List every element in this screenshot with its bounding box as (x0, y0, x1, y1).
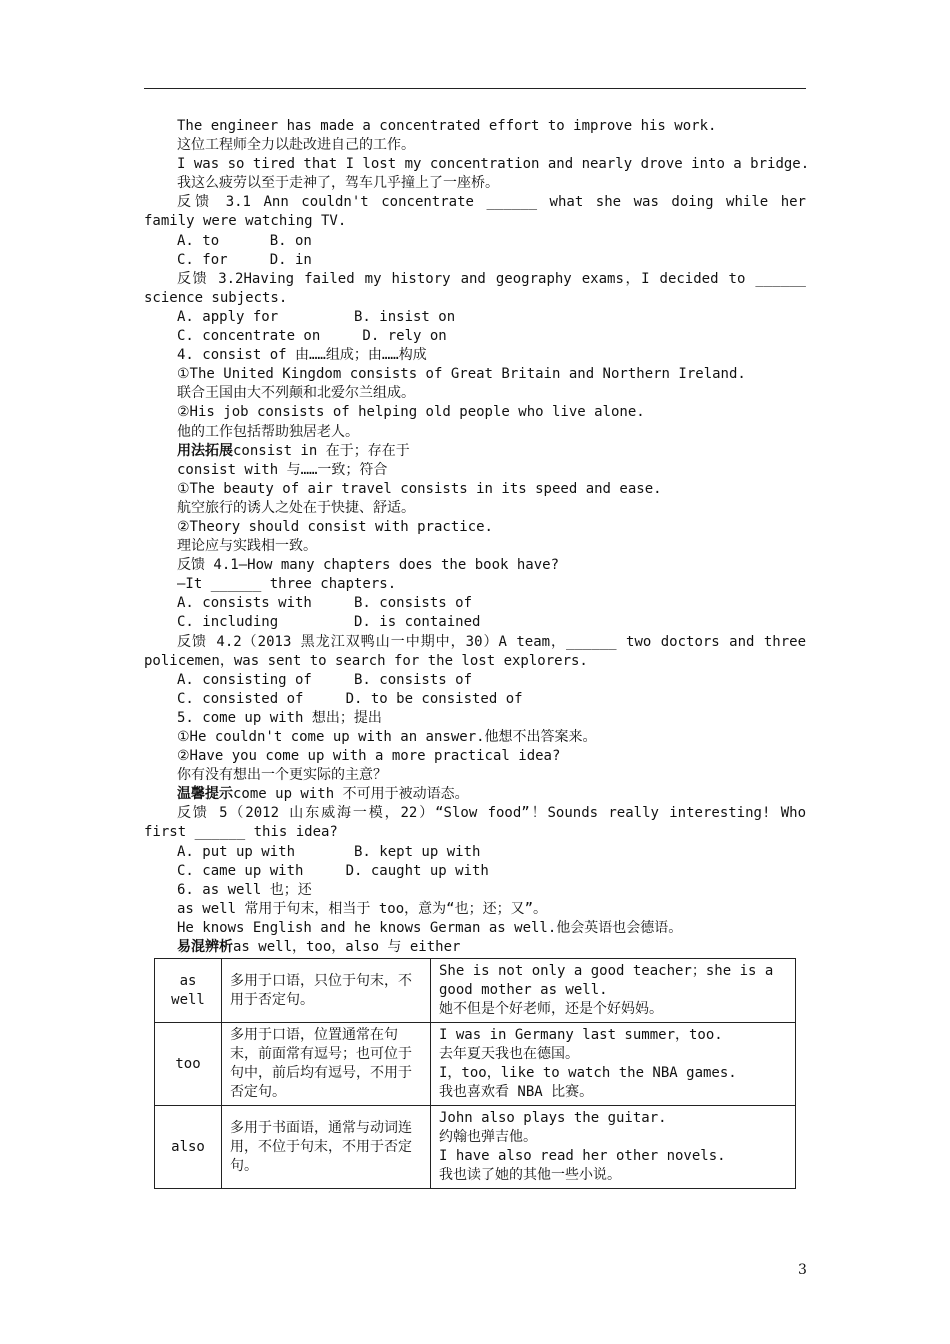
text-line (144, 843, 806, 862)
text-line (144, 403, 806, 422)
text-line (144, 117, 806, 136)
examples-cell (431, 1106, 796, 1189)
text-line (144, 900, 806, 919)
text-line (144, 575, 806, 594)
line-text: 5. come up with 想出；提出 (177, 709, 382, 726)
line-text: —It ______ three chapters. (177, 576, 397, 593)
text-line (144, 804, 806, 823)
comparison-table (154, 958, 796, 1189)
section-label: 温馨提示 (177, 786, 233, 803)
example-sentence: She is not only a good teacher；she is a good mother as well. (439, 963, 774, 998)
line-text: C. consisted of D. to be consisted of (177, 690, 523, 707)
document-body (144, 117, 810, 957)
line-text: I was so tired that I lost my concentration and nearly drove into a bridge. (177, 156, 810, 173)
text-line (144, 365, 806, 384)
text-line (144, 709, 806, 728)
text-line (144, 461, 806, 480)
line-text: 反馈 3.2Having failed my history and geography exams，I decided to ______ (177, 270, 806, 287)
section-label: 易混辨析 (177, 939, 233, 956)
line-text: 理论应与实践相一致。 (177, 538, 317, 555)
word-cell: too (155, 1023, 222, 1106)
line-text: policemen，was sent to search for the lost explorers. (144, 652, 588, 669)
example-sentence: 我也喜欢看 NBA 比赛。 (439, 1084, 594, 1100)
text-line (144, 155, 810, 174)
example-sentence: I，too，like to watch the NBA games. (439, 1065, 737, 1081)
text-line (144, 671, 806, 690)
usage-cell: 多用于书面语，通常与动词连用，不位于句末，不用于否定句。 (222, 1106, 431, 1189)
text-line (144, 594, 806, 613)
line-text: C. concentrate on D. rely on (177, 328, 447, 345)
line-text: He knows English and he knows German as well.他会英语也会德语。 (177, 919, 683, 936)
word-cell: as well (155, 959, 222, 1023)
line-text: 航空旅行的诱人之处在于快捷、舒适。 (177, 499, 415, 516)
text-line (144, 384, 806, 403)
line-text: 反馈 4.1—How many chapters does the book have? (177, 557, 560, 574)
text-line (144, 346, 806, 365)
section-label: 用法拓展 (177, 442, 233, 459)
text-line (144, 823, 806, 842)
text-line (144, 212, 806, 231)
example-sentence: John also plays the guitar. (439, 1110, 667, 1126)
text-line (144, 862, 806, 881)
text-line (144, 938, 806, 957)
text-line (144, 136, 806, 155)
line-text: ①The United Kingdom consists of Great Britain and Northern Ireland. (177, 366, 746, 383)
header-rule (144, 88, 806, 89)
text-line (144, 556, 806, 575)
line-text: come up with 不可用于被动语态。 (233, 786, 469, 803)
table-row (155, 1023, 796, 1106)
text-line (144, 633, 806, 652)
text-line (144, 518, 806, 537)
line-text: A. to B. on (177, 232, 312, 249)
text-line (144, 690, 806, 709)
example-sentence: 约翰也弹吉他。 (439, 1129, 537, 1145)
line-text: 这位工程师全力以赴改进自己的工作。 (177, 137, 415, 154)
text-line (144, 251, 806, 270)
text-line (144, 728, 806, 747)
text-line (144, 270, 806, 289)
line-text: as well，too，also 与 either (233, 939, 461, 956)
line-text: A. apply for B. insist on (177, 308, 456, 325)
text-line (144, 423, 806, 442)
line-text: 6. as well 也；还 (177, 881, 312, 898)
example-sentence: I was in Germany last summer，too. (439, 1027, 723, 1043)
example-sentence: 去年夏天我也在德国。 (439, 1046, 579, 1062)
line-text: 反馈 4.2（2013 黑龙江双鸭山一中期中，30）A team，______ two doctors and three (177, 633, 806, 650)
text-line (144, 289, 806, 308)
line-text: A. consists with B. consists of (177, 595, 473, 612)
examples-cell (431, 1023, 796, 1106)
usage-cell: 多用于口语，位置通常在句末，前面常有逗号；也可位于句中，前后均有逗号，不用于否定句。 (222, 1023, 431, 1106)
line-text: 联合王国由大不列颠和北爱尔兰组成。 (177, 385, 415, 402)
line-text: C. including D. is contained (177, 614, 481, 631)
text-line (144, 308, 806, 327)
line-text: The engineer has made a concentrated effort to improve his work. (177, 118, 717, 134)
line-text: A. put up with B. kept up with (177, 843, 481, 860)
line-text: 反馈 3.1 Ann couldn't concentrate ______ what she was doing while her (177, 194, 806, 211)
line-text: family were watching TV. (144, 213, 347, 230)
text-line (144, 919, 806, 938)
text-line (144, 766, 806, 785)
line-text: 你有没有想出一个更实际的主意？ (177, 767, 387, 784)
example-sentence: 我也读了她的其他一些小说。 (439, 1167, 621, 1183)
line-text: ②His job consists of helping old people who live alone. (177, 404, 645, 421)
line-text: 反馈 5（2012 山东威海一模，22）“Slow food”！Sounds really interesting! Who (177, 805, 806, 822)
line-text: as well 常用于句末，相当于 too，意为“也；还；又”。 (177, 900, 548, 917)
text-line (144, 537, 806, 556)
table-row (155, 959, 796, 1023)
line-text: ②Theory should consist with practice. (177, 518, 493, 535)
example-sentence: 她不但是个好老师，还是个好妈妈。 (439, 1001, 663, 1017)
text-line (144, 881, 806, 900)
text-line (144, 652, 806, 671)
line-text: C. for D. in (177, 251, 312, 268)
line-text: ②Have you come up with a more practical idea? (177, 748, 561, 765)
line-text: first ______ this idea? (144, 824, 338, 841)
text-line (144, 613, 806, 632)
text-line (144, 480, 806, 499)
text-line (144, 232, 806, 251)
line-text: 4. consist of 由……组成；由……构成 (177, 347, 427, 364)
examples-cell (431, 959, 796, 1023)
page-number: 3 (798, 1262, 807, 1278)
line-text: consist with 与……一致；符合 (177, 461, 388, 478)
text-line (144, 327, 806, 346)
text-line (144, 193, 806, 212)
line-text: A. consisting of B. consists of (177, 671, 473, 688)
line-text: ①He couldn't come up with an answer.他想不出答案来。 (177, 729, 597, 745)
line-text: science subjects. (144, 289, 288, 306)
line-text: 我这么疲劳以至于走神了，驾车几乎撞上了一座桥。 (177, 175, 499, 192)
text-line (144, 442, 806, 461)
text-line (144, 785, 806, 804)
line-text: ①The beauty of air travel consists in its speed and ease. (177, 480, 662, 497)
line-text: 他的工作包括帮助独居老人。 (177, 423, 359, 440)
word-cell: also (155, 1106, 222, 1189)
usage-cell: 多用于口语，只位于句末，不用于否定句。 (222, 959, 431, 1023)
line-text: C. came up with D. caught up with (177, 862, 489, 879)
line-text: consist in 在于；存在于 (233, 442, 410, 459)
text-line (144, 747, 806, 766)
table-row (155, 1106, 796, 1189)
example-sentence: I have also read her other novels. (439, 1148, 726, 1164)
text-line (144, 174, 806, 193)
text-line (144, 499, 806, 518)
